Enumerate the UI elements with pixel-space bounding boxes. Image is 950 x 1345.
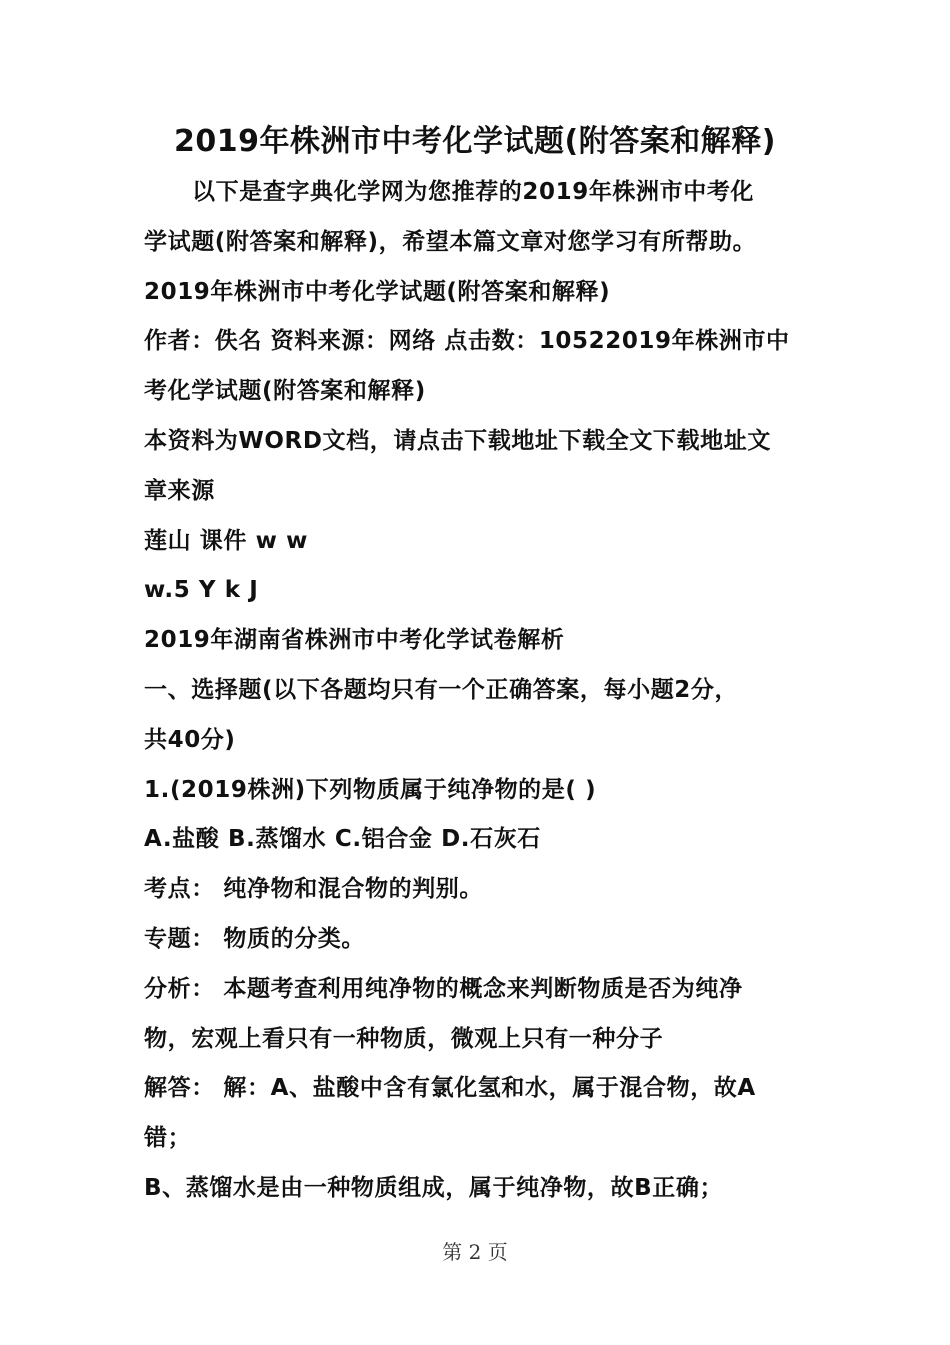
options-line: A.盐酸 B.蒸馏水 C.铝合金 D.石灰石 [144,826,541,853]
paragraph-line: 2019年湖南省株洲市中考化学试卷解析 [144,627,565,654]
paragraph-line: 专题： 物质的分类。 [144,925,366,952]
paragraph-line: 分析： 本题考查利用纯净物的概念来判断物质是否为纯净 [144,975,743,1002]
document-body [144,168,814,1214]
paragraph-line: 作者：佚名 资料来源：网络 点击数：10522019年株洲市中 [144,328,790,355]
paragraph-line: B、蒸馏水是由一种物质组成，属于纯净物，故B正确； [144,1174,724,1201]
paragraph-line: 解答： 解：A、盐酸中含有氯化氢和水，属于混合物，故A [144,1075,756,1102]
paragraph-line: 考化学试题(附答案和解释) [144,378,426,405]
question-line: 1.(2019株洲)下列物质属于纯净物的是( ) [144,776,597,803]
document-title: 2019年株洲市中考化学试题(附答案和解释) [174,124,776,159]
paragraph-line: 章来源 [144,477,215,504]
paragraph-line: w.5 Y k J [144,577,259,604]
paragraph-line: 2019年株洲市中考化学试题(附答案和解释) [144,278,611,305]
paragraph-line: 共40分) [144,726,236,753]
paragraph-line: 学试题(附答案和解释)，希望本篇文章对您学习有所帮助。 [144,228,757,255]
paragraph-line: 考点： 纯净物和混合物的判别。 [144,876,484,903]
page-number: 第 2 页 [442,1240,508,1264]
paragraph-line: 一、选择题(以下各题均只有一个正确答案，每小题2分， [144,676,739,703]
paragraph-line: 错； [144,1125,192,1152]
paragraph-line: 莲山 课件 w w [144,527,308,554]
paragraph-line: 以下是查字典化学网为您推荐的2019年株洲市中考化 [192,179,755,205]
paragraph-line: 物，宏观上看只有一种物质，微观上只有一种分子 [144,1025,664,1052]
paragraph-line: 本资料为WORD文档，请点击下载地址下载全文下载地址文 [144,427,771,454]
